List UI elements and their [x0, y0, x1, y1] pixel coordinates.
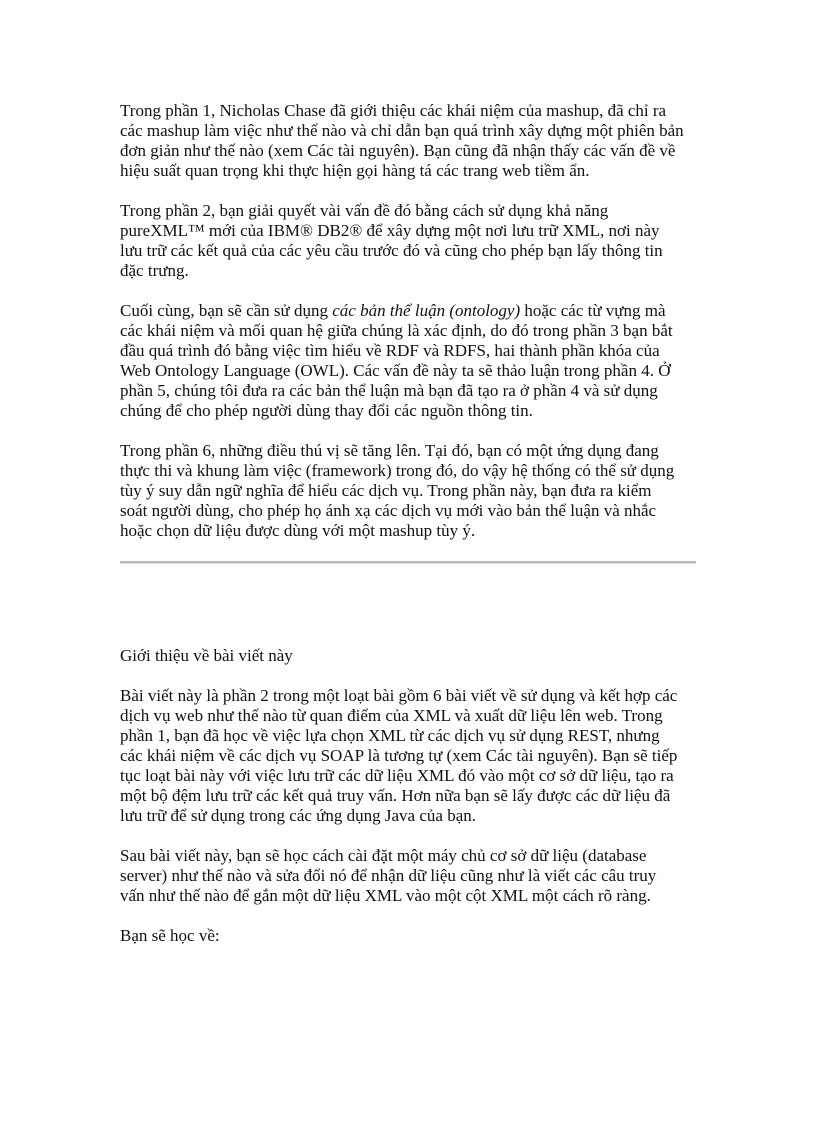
document-page [120, 101, 710, 966]
intro-paragraph-3 [120, 301, 710, 421]
intro-paragraph-3-rest: hoặc các từ vựng mà các khái niệm và mối quan hệ giữa chúng là xác định, do đó trong phần 3 bạn bắt đầu quá trình đó bằng việc tìm hiểu về RDF và RDFS, hai thành phần khóa của Web Ontology Language (OWL). Các vấn đề này ta sẽ thảo luận trong phần 4. Ở phần 5, chúng tôi đưa ra các bản thể luận mà bạn đã tạo ra ở phần 4 và sử dụng chúng để cho phép người dùng thay đổi các nguồn thông tin. [120, 301, 673, 420]
article-paragraph-2: Sau bài viết này, bạn sẽ học cách cài đặt một máy chủ cơ sở dữ liệu (database server) như thế nào và sửa đổi nó để nhận dữ liệu cũng như là viết các câu truy vấn như thế nào để gắn một dữ liệu XML vào một cột XML một cách rõ ràng. [120, 846, 657, 905]
intro-paragraph-1: Trong phần 1, Nicholas Chase đã giới thiệu các khái niệm của mashup, đã chỉ ra các mashup làm việc như thế nào và chỉ dẫn bạn quá trình xây dựng một phiên bản đơn giản như thế nào (xem Các tài nguyên). Bạn cũng đã nhận thấy các vấn đề về hiệu suất quan trọng khi thực hiện gọi hàng tá các trang web tiềm ẩn. [120, 101, 684, 180]
article-paragraph-3: Bạn sẽ học về: [120, 926, 220, 945]
divider-block [120, 561, 710, 646]
ontology-term: các bản thể luận (ontology) [332, 301, 521, 320]
intro-paragraph-4: Trong phần 6, những điều thú vị sẽ tăng lên. Tại đó, bạn có một ứng dụng đang thực thi và khung làm việc (framework) trong đó, do vậy hệ thống có thể sử dụng tùy ý suy dẫn ngữ nghĩa để hiểu các dịch vụ. Trong phần này, bạn đưa ra kiểm soát người dùng, cho phép họ ánh xạ các dịch vụ mới vào bản thể luận và nhắc hoặc chọn dữ liệu được dùng với một mashup tùy ý. [120, 441, 675, 540]
horizontal-divider [120, 561, 696, 564]
article-paragraph-1: Bài viết này là phần 2 trong một loạt bài gồm 6 bài viết về sử dụng và kết hợp các dịch vụ web như thế nào từ quan điểm của XML và xuất dữ liệu lên web. Trong phần 1, bạn đã học về việc lựa chọn XML từ các dịch vụ sử dụng REST, nhưng các khái niệm về các dịch vụ SOAP là tương tự (xem Các tài nguyên). Bạn sẽ tiếp tục loạt bài này với việc lưu trữ các dữ liệu XML đó vào một cơ sở dữ liệu, tạo ra một bộ đệm lưu trữ các kết quả truy vấn. Hơn nữa bạn sẽ lấy được các dữ liệu đã lưu trữ để sử dụng trong các ứng dụng Java của bạn. [120, 686, 678, 825]
intro-paragraph-2: Trong phần 2, bạn giải quyết vài vấn đề đó bằng cách sử dụng khả năng pureXML™ mới của IBM® DB2® để xây dựng một nơi lưu trữ XML, nơi này lưu trữ các kết quả của các yêu cầu trước đó và cũng cho phép bạn lấy thông tin đặc trưng. [120, 201, 663, 280]
section-heading: Giới thiệu về bài viết này [120, 646, 293, 665]
intro-paragraph-3-lead: Cuối cùng, bạn sẽ cần sử dụng [120, 301, 333, 320]
